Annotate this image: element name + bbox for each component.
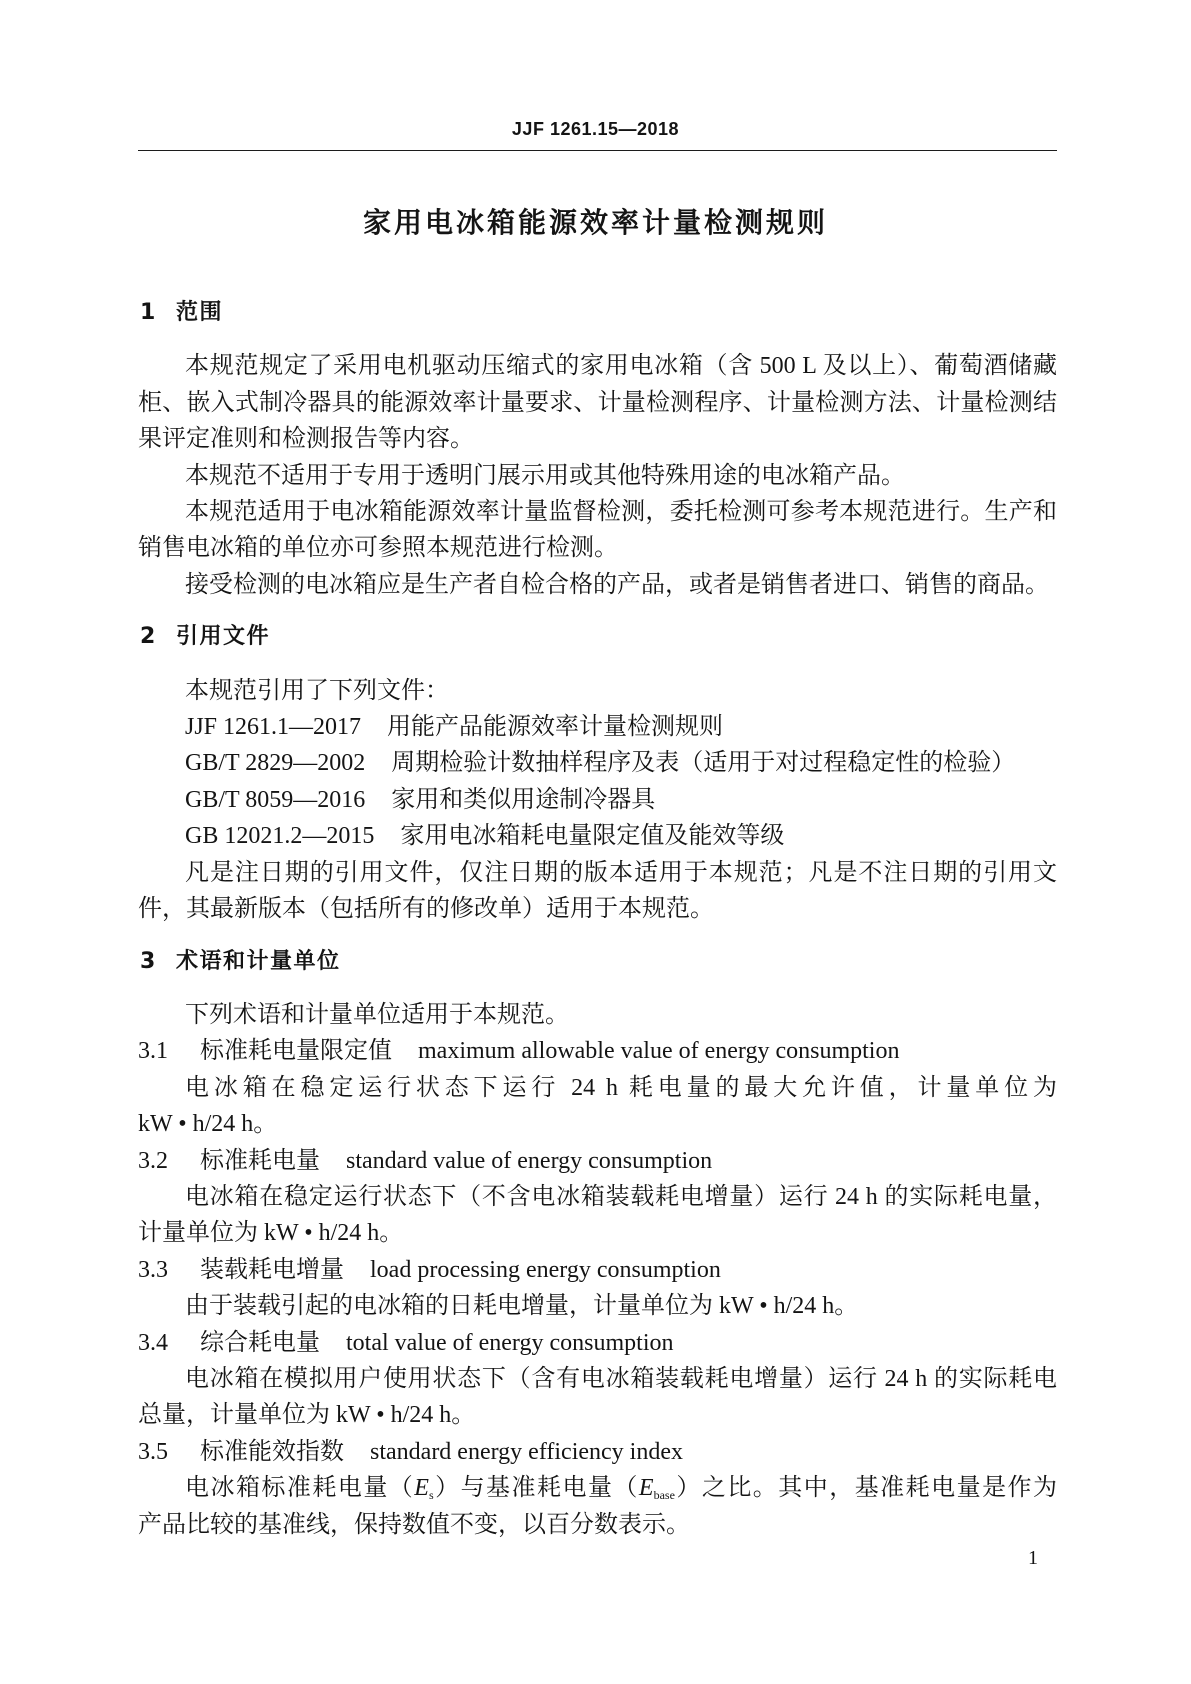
- term-number: 3.5: [138, 1438, 168, 1465]
- section-title: 范围: [176, 300, 224, 325]
- paragraph-line: 接受检测的电冰箱应是生产者自检合格的产品，或者是销售者进口、销售的商品。: [185, 571, 1049, 598]
- term-english: maximum allowable value of energy consumption: [418, 1038, 900, 1065]
- term-number: 3.2: [138, 1147, 168, 1174]
- term-definition-line: 由于装载引起的电冰箱的日耗电增量，计量单位为 kW • h/24 h。: [185, 1293, 859, 1320]
- term-number: 3.1: [138, 1038, 168, 1065]
- definition-text: ）之比。其中，基准耗电量是作为: [674, 1475, 1058, 1502]
- section-title: 引用文件: [176, 624, 271, 650]
- paragraph-line: 柜、嵌入式制冷器具的能源效率计量要求、计量检测程序、计量检测方法、计量检测结: [138, 389, 1057, 416]
- document-body: [138, 295, 1057, 1543]
- references-intro: 本规范引用了下列文件：: [185, 677, 449, 704]
- term-definition-line: [138, 1470, 1057, 1506]
- term-chinese: 标准能效指数: [200, 1438, 344, 1465]
- reference-name: 用能产品能源效率计量检测规则: [387, 714, 724, 741]
- definition-text: ）与基准耗电量（: [433, 1475, 639, 1502]
- term-definition-line: 电冰箱在稳定运行状态下运行 24 h 耗电量的最大允许值，计量单位为: [185, 1074, 1057, 1101]
- section-number: 3: [140, 948, 157, 974]
- term-chinese: 综合耗电量: [200, 1329, 320, 1356]
- symbol-ebase: E: [638, 1475, 654, 1502]
- section-number: 1: [140, 300, 157, 325]
- reference-item: [138, 709, 1057, 745]
- term-definition-line: kW • h/24 h。: [138, 1111, 278, 1138]
- term-number: 3.3: [138, 1256, 168, 1283]
- term-entry-heading: [138, 1033, 1057, 1069]
- section-heading-terms: [138, 944, 1057, 980]
- term-english: load processing energy consumption: [370, 1256, 721, 1283]
- section-title: 术语和计量单位: [176, 948, 341, 974]
- reference-code: GB 12021.2—2015: [185, 823, 375, 850]
- section-number: 2: [140, 624, 157, 650]
- reference-name: 家用电冰箱耗电量限定值及能效等级: [400, 823, 785, 850]
- term-chinese: 装载耗电增量: [200, 1256, 344, 1283]
- term-definition-line: 计量单位为 kW • h/24 h。: [138, 1220, 404, 1247]
- reference-code: GB/T 8059—2016: [185, 786, 366, 813]
- terms-intro: 下列术语和计量单位适用于本规范。: [185, 1001, 569, 1028]
- document-title: 家用电冰箱能源效率计量检测规则: [362, 206, 828, 239]
- subscript-base: base: [653, 1488, 675, 1503]
- term-chinese: 标准耗电量限定值: [200, 1038, 392, 1065]
- section-heading-references: [138, 619, 1057, 655]
- reference-item: [138, 745, 1057, 781]
- term-entry-heading: [138, 1434, 1057, 1470]
- term-english: standard energy efficiency index: [370, 1438, 683, 1465]
- references-note-line: 件，其最新版本（包括所有的修改单）适用于本规范。: [138, 896, 714, 923]
- term-definition-line: 电冰箱在稳定运行状态下（不含电冰箱装载耗电增量）运行 24 h 的实际耗电量，: [185, 1183, 1057, 1210]
- paragraph-line: 本规范适用于电冰箱能源效率计量监督检测，委托检测可参考本规范进行。生产和: [185, 499, 1057, 526]
- term-entry-heading: [138, 1252, 1057, 1288]
- reference-code: GB/T 2829—2002: [185, 750, 366, 777]
- running-header-doc-code: JJF 1261.15—2018: [511, 119, 680, 139]
- term-definition-line: 产品比较的基准线，保持数值不变，以百分数表示。: [138, 1511, 690, 1538]
- page-number: 1: [1028, 1547, 1038, 1569]
- term-entry-heading: [138, 1325, 1057, 1361]
- term-chinese: 标准耗电量: [200, 1147, 320, 1174]
- reference-item: [138, 818, 1057, 854]
- term-english: total value of energy consumption: [346, 1329, 674, 1356]
- paragraph-line: 本规范不适用于专用于透明门展示用或其他特殊用途的电冰箱产品。: [185, 462, 905, 489]
- header-rule: [138, 150, 1057, 151]
- section-heading-scope: [138, 295, 1057, 331]
- symbol-es: E: [414, 1475, 429, 1502]
- reference-name: 家用和类似用途制冷器具: [391, 786, 656, 813]
- term-english: standard value of energy consumption: [346, 1147, 713, 1174]
- term-entry-heading: [138, 1143, 1057, 1179]
- reference-item: [138, 782, 1057, 818]
- definition-text: 电冰箱标准耗电量（: [185, 1475, 415, 1502]
- term-definition-line: 电冰箱在模拟用户使用状态下（含有电冰箱装载耗电增量）运行 24 h 的实际耗电: [185, 1365, 1057, 1392]
- references-note-line: 凡是注日期的引用文件，仅注日期的版本适用于本规范；凡是不注日期的引用文: [185, 859, 1057, 886]
- subscript-s: s: [428, 1488, 434, 1503]
- paragraph-line: 本规范规定了采用电机驱动压缩式的家用电冰箱（含 500 L 及以上）、葡萄酒储藏: [185, 353, 1057, 380]
- reference-code: JJF 1261.1—2017: [185, 714, 362, 741]
- term-number: 3.4: [138, 1329, 168, 1356]
- term-definition-line: 总量，计量单位为 kW • h/24 h。: [138, 1402, 476, 1429]
- paragraph-line: 果评定准则和检测报告等内容。: [138, 426, 474, 453]
- reference-name: 周期检验计数抽样程序及表（适用于对过程稳定性的检验）: [391, 750, 1016, 777]
- paragraph-line: 销售电冰箱的单位亦可参照本规范进行检测。: [138, 535, 618, 562]
